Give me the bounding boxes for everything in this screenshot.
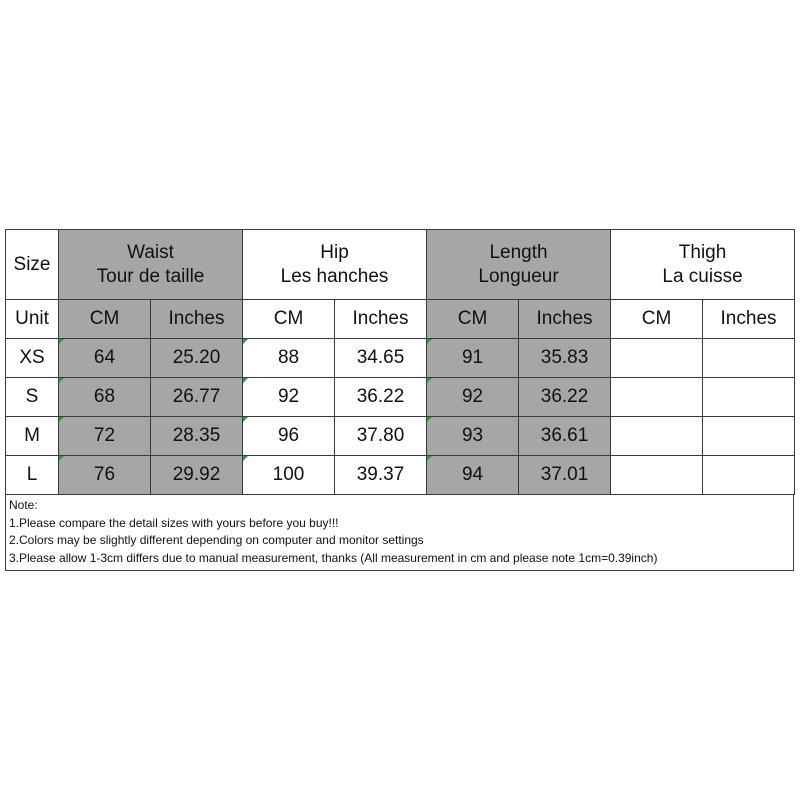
data-cell: 25.20 (151, 339, 243, 378)
length-header-fr: Longueur (478, 265, 559, 287)
size-chart (5, 229, 794, 571)
size-cell: S (6, 378, 59, 417)
data-cell: 92 (243, 378, 335, 417)
notes-box (5, 495, 794, 571)
unit-cell: CM (427, 300, 519, 339)
note-line: 2.Colors may be slightly different depending on computer and monitor settings (9, 533, 424, 547)
table-row (6, 456, 795, 495)
data-cell: 34.65 (335, 339, 427, 378)
header-row (6, 230, 795, 300)
unit-cell: Inches (335, 300, 427, 339)
data-cell: 72 (59, 417, 151, 456)
size-header: Size (6, 230, 59, 300)
note-line: 3.Please allow 1-3cm differs due to manual measurement, thanks (All measurement in cm and please note 1cm=0.39inch) (9, 550, 658, 565)
data-cell (611, 456, 703, 495)
data-cell: 28.35 (151, 417, 243, 456)
data-cell: 76 (59, 456, 151, 495)
data-cell (703, 456, 795, 495)
unit-cell: Inches (703, 300, 795, 339)
thigh-header-en: Thigh (678, 241, 727, 263)
size-cell: XS (6, 339, 59, 378)
waist-header-en: Waist (127, 241, 174, 263)
length-header-en: Length (489, 241, 548, 263)
unit-cell: Inches (151, 300, 243, 339)
table-row (6, 378, 795, 417)
size-table (5, 229, 795, 495)
data-cell: 36.22 (519, 378, 611, 417)
data-cell: 100 (243, 456, 335, 495)
table-row (6, 417, 795, 456)
thigh-header-fr: La cuisse (662, 265, 743, 287)
hip-header (243, 230, 427, 300)
data-cell: 29.92 (151, 456, 243, 495)
data-cell: 35.83 (519, 339, 611, 378)
unit-cell: Inches (519, 300, 611, 339)
unit-cell: CM (243, 300, 335, 339)
thigh-header (611, 230, 795, 300)
data-cell: 37.01 (519, 456, 611, 495)
size-cell: M (6, 417, 59, 456)
data-cell (703, 339, 795, 378)
data-cell: 91 (427, 339, 519, 378)
waist-header-fr: Tour de taille (96, 265, 205, 287)
note-line: 1.Please compare the detail sizes with yours before you buy!!! (9, 515, 339, 530)
waist-header (59, 230, 243, 300)
data-cell: 64 (59, 339, 151, 378)
unit-cell: CM (611, 300, 703, 339)
data-cell (611, 339, 703, 378)
data-cell: 94 (427, 456, 519, 495)
hip-header-en: Hip (320, 241, 349, 263)
unit-label: Unit (6, 300, 59, 339)
data-cell: 39.37 (335, 456, 427, 495)
data-cell: 68 (59, 378, 151, 417)
hip-header-fr: Les hanches (280, 265, 389, 287)
data-cell: 37.80 (335, 417, 427, 456)
length-header (427, 230, 611, 300)
data-cell: 36.61 (519, 417, 611, 456)
data-cell: 36.22 (335, 378, 427, 417)
unit-row (6, 300, 795, 339)
size-cell: L (6, 456, 59, 495)
data-cell: 93 (427, 417, 519, 456)
data-cell (611, 378, 703, 417)
data-cell (703, 378, 795, 417)
unit-cell: CM (59, 300, 151, 339)
data-cell: 96 (243, 417, 335, 456)
data-cell: 92 (427, 378, 519, 417)
data-cell (611, 417, 703, 456)
table-row (6, 339, 795, 378)
data-cell: 26.77 (151, 378, 243, 417)
data-cell (703, 417, 795, 456)
notes-heading: Note: (9, 498, 38, 512)
data-cell: 88 (243, 339, 335, 378)
